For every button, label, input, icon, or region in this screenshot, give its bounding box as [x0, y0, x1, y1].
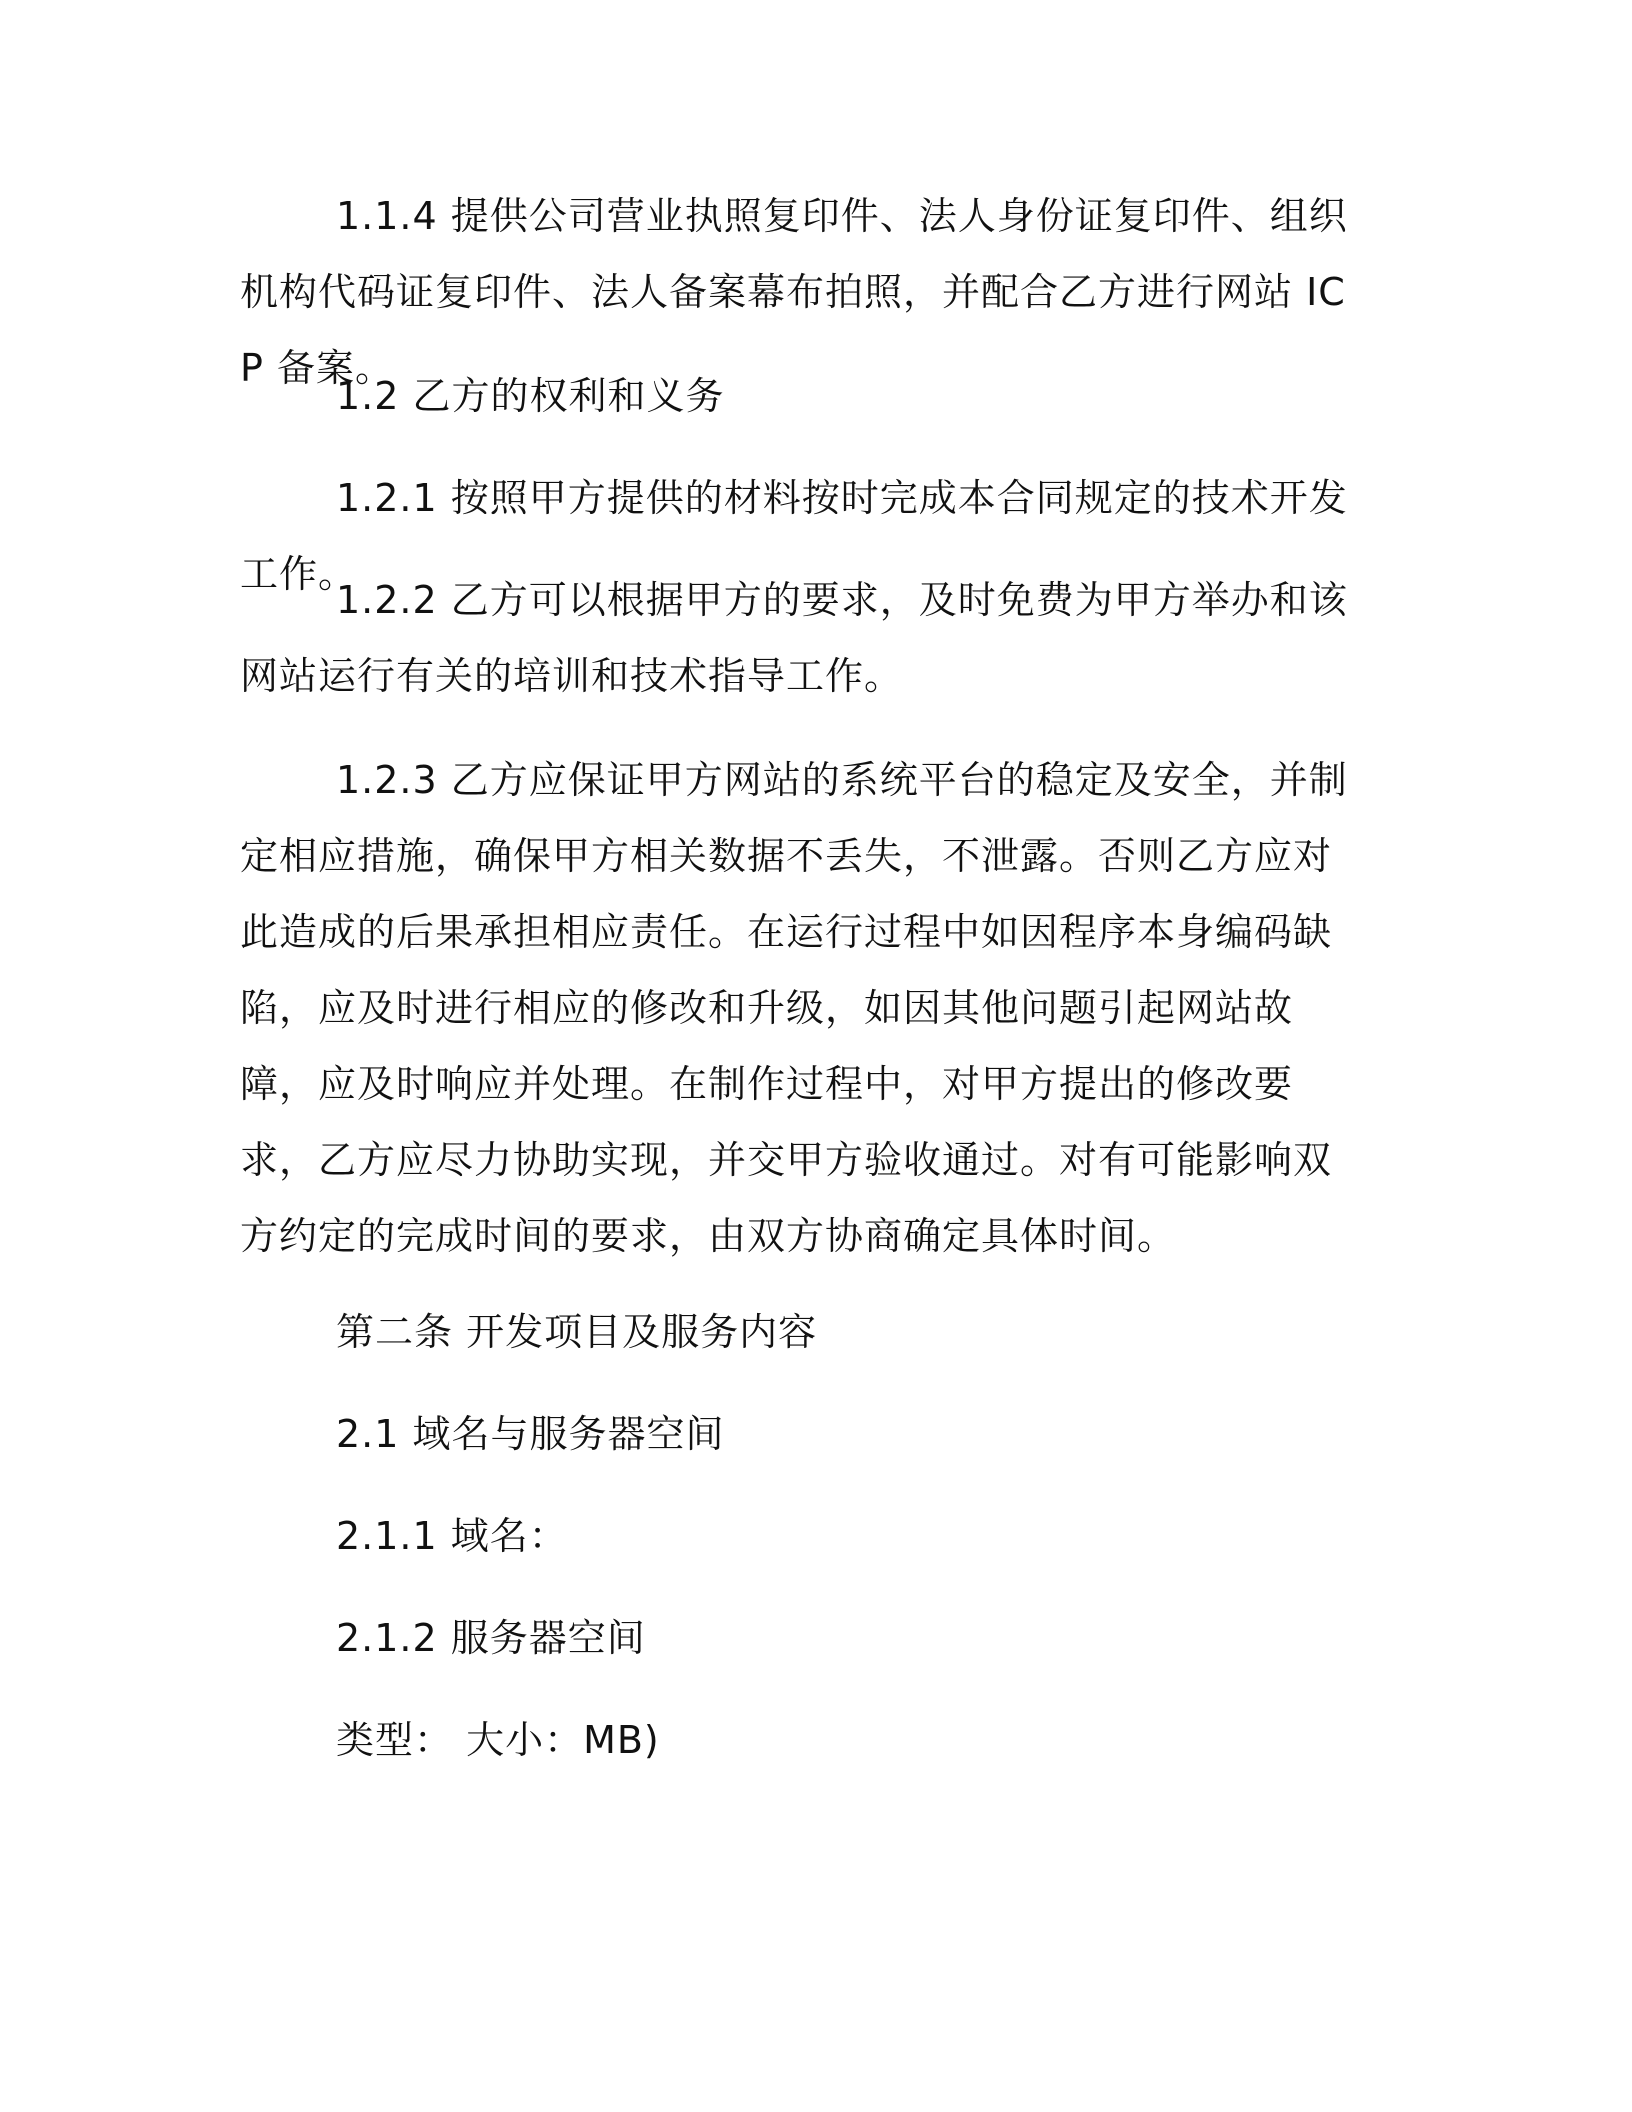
paragraph-server-type-size: 类型： 大小：MB) — [336, 1718, 660, 1762]
paragraph-2-1-2: 2.1.2 服务器空间 — [336, 1616, 646, 1660]
heading-2-1: 2.1 域名与服务器空间 — [336, 1412, 725, 1456]
paragraph-1-2-1: 1.2.1 按照甲方提供的材料按时完成本合同规定的技术开发工作。 — [240, 476, 1348, 596]
heading-1-2: 1.2 乙方的权利和义务 — [336, 374, 725, 418]
paragraph-1-2-3: 1.2.3 乙方应保证甲方网站的系统平台的稳定及安全，并制定相应措施，确保甲方相关数据不丢失，不泄露。否则乙方应对此造成的后果承担相应责任。在运行过程中如因程序本身编码缺陷，应及时进行相应的修改和升级，如因其他问题引起网站故障，应及时响应并处理。在制作过程中，对甲方提出的修改要求，乙方应尽力协助实现，并交甲方验收通过。对有可能影响双方约定的完成时间的要求，由双方协商确定具体时间。 — [240, 758, 1348, 1258]
paragraph-2-1-1: 2.1.1 域名： — [336, 1514, 568, 1558]
paragraph-1-1-4: 1.1.4 提供公司营业执照复印件、法人身份证复印件、组织机构代码证复印件、法人备案幕布拍照，并配合乙方进行网站 ICP 备案。 — [240, 194, 1348, 390]
paragraph-1-2-2: 1.2.2 乙方可以根据甲方的要求，及时免费为甲方举办和该网站运行有关的培训和技术指导工作。 — [240, 578, 1348, 698]
heading-article-2: 第二条 开发项目及服务内容 — [336, 1310, 818, 1354]
